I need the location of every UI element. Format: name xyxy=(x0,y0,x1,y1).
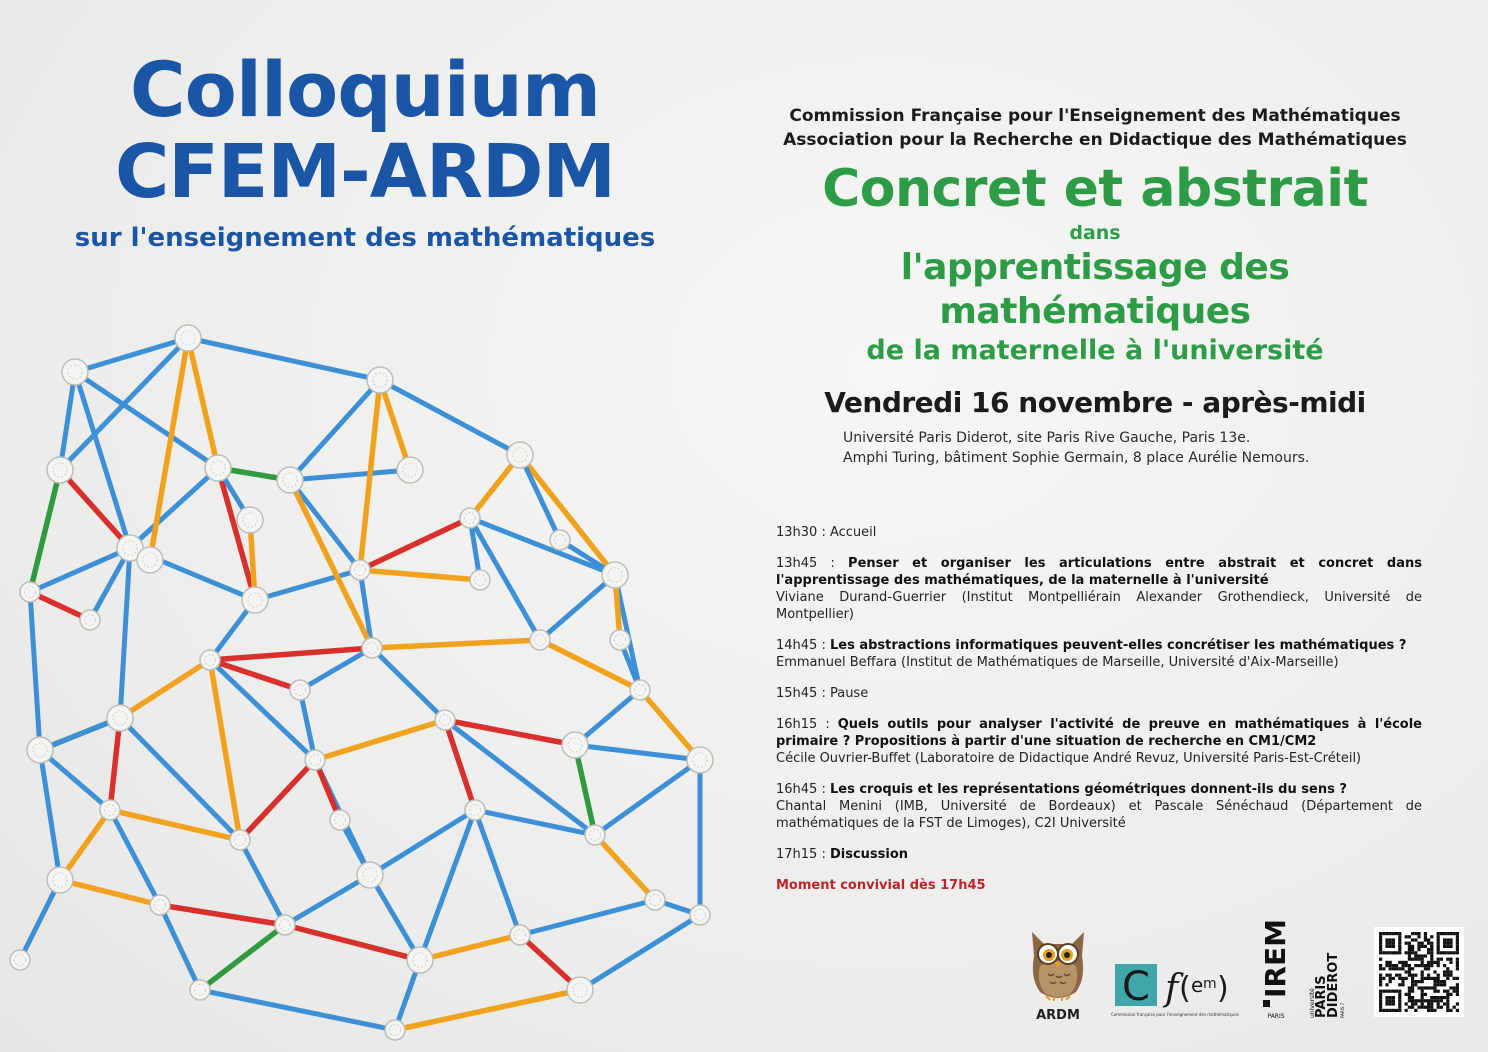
ardm-logo xyxy=(1022,926,1094,1026)
irem-mark-icon xyxy=(1260,916,1292,1020)
sculpture-node xyxy=(20,582,40,602)
venue-line: Amphi Turing, bâtiment Sophie Germain, 8 place Aurélie Nemours. xyxy=(843,450,1310,466)
program-speaker: Chantal Menini (IMB, Université de Bordeaux) et Pascale Sénéchaud (Département de mathématiques de la FST de Limoges), C2I Université xyxy=(776,799,1422,831)
sculpture-rod xyxy=(370,810,475,875)
paris-tiny-text: PARIS 7 xyxy=(1340,1002,1345,1018)
sculpture-node xyxy=(602,562,628,588)
sculpture-node xyxy=(507,442,533,468)
sculpture-node xyxy=(190,980,210,1000)
program-item xyxy=(776,524,1422,541)
program-time: 13h30 : xyxy=(776,525,830,540)
sculpture-node xyxy=(305,750,325,770)
program-item xyxy=(776,781,1422,832)
sculpture-node xyxy=(290,680,310,700)
sculpture-rod xyxy=(595,835,655,900)
sculpture-rod xyxy=(210,648,372,660)
program-item xyxy=(776,716,1422,767)
sculpture-rod xyxy=(372,640,540,648)
svg-text:f: f xyxy=(1165,968,1179,1009)
sculpture-rod xyxy=(540,575,615,640)
sculpture-node xyxy=(397,457,423,483)
sculpture-rod xyxy=(420,810,475,960)
program-items xyxy=(776,524,1422,863)
sculpture-node xyxy=(630,680,650,700)
qr-code-icon xyxy=(1374,927,1464,1017)
program-label: Pause xyxy=(829,686,869,701)
theme-line-4: de la maternelle à l'université xyxy=(866,335,1324,366)
program-time: 15h45 : xyxy=(776,686,830,701)
cfem-caption: Commission française pour l'enseignement des mathématiques xyxy=(1111,1012,1239,1017)
sculpture-node xyxy=(610,630,630,650)
sculpture-node xyxy=(150,895,170,915)
organizer-cfem: Commission Française pour l'Enseignement des Mathématiques xyxy=(789,106,1401,126)
program-title: Quels outils pour analyser l'activité de preuve en mathématiques à l'école primaire ? Propositions à partir d'une situation de recherche en CM1/CM2 xyxy=(776,717,1422,749)
program-title: Les abstractions informatiques peuvent-elles concrétiser les mathématiques ? xyxy=(829,638,1407,653)
sculpture-node xyxy=(585,825,605,845)
theme-title: Concret et abstrait xyxy=(822,159,1368,219)
svg-text:e: e xyxy=(1191,973,1204,997)
sculpture-rod xyxy=(200,990,395,1030)
polyhedron-sculpture-image xyxy=(0,300,730,1052)
program-time: 16h45 : xyxy=(776,782,830,797)
sculpture-node xyxy=(100,800,120,820)
sculpture-rod xyxy=(595,760,700,835)
sculpture-rod xyxy=(640,690,700,760)
paris-line2-text: DIDEROT xyxy=(1326,952,1341,1018)
program-item xyxy=(776,637,1422,671)
svg-text:C: C xyxy=(1122,964,1150,1010)
paris-diderot-logo xyxy=(1306,914,1346,1020)
sculpture-node xyxy=(460,508,480,528)
program-item xyxy=(776,685,1422,702)
event-venue xyxy=(843,428,1309,468)
program-time: 13h45 : xyxy=(776,556,849,571)
sculpture-node xyxy=(550,530,570,550)
sculpture-node xyxy=(237,507,263,533)
sculpture-rod xyxy=(75,372,130,548)
program-time: 17h15 : xyxy=(776,847,830,862)
sculpture-node xyxy=(562,732,588,758)
sculpture-rod xyxy=(110,810,160,905)
sculpture-rod xyxy=(285,875,370,925)
sculpture-node xyxy=(10,950,30,970)
convivial-note: Moment convivial dès 17h45 xyxy=(776,878,986,893)
sculpture-rod xyxy=(290,380,380,480)
event-date: Vendredi 16 novembre - après-midi xyxy=(824,386,1366,419)
sculpture-node xyxy=(530,630,550,650)
sculpture-node xyxy=(367,367,393,393)
sculpture-node xyxy=(465,800,485,820)
paris-line1-text: PARIS xyxy=(1314,975,1329,1018)
ardm-label: ARDM xyxy=(1036,1008,1080,1023)
sculpture-node xyxy=(137,547,163,573)
sculpture-rod xyxy=(30,592,40,750)
sculpture-rod xyxy=(575,745,700,760)
sculpture-rod xyxy=(240,840,285,925)
sculpture-node xyxy=(470,570,490,590)
sculpture-node xyxy=(275,915,295,935)
sculpture-node xyxy=(330,810,350,830)
program-list xyxy=(776,524,1422,894)
owl-icon xyxy=(1026,926,1090,1002)
program-title: Penser et organiser les articulations entre abstrait et concret dans l'apprentissage des mathématiques, de la maternelle à l'université xyxy=(776,556,1422,588)
sculpture-rod xyxy=(315,720,445,760)
program-time: 14h45 : xyxy=(776,638,830,653)
colloquium-title-block xyxy=(20,45,710,258)
program-title: Discussion xyxy=(829,847,909,862)
sculpture-rod xyxy=(130,468,218,548)
sculpture-rod xyxy=(580,915,700,990)
sculpture-rod xyxy=(160,905,285,925)
organizer-ardm: Association pour la Recherche en Didactique des Mathématiques xyxy=(783,130,1407,150)
sculpture-node xyxy=(242,587,268,613)
sculpture-node xyxy=(107,705,133,731)
irem-sub-text: PARIS xyxy=(1267,1013,1285,1020)
sculpture-node xyxy=(350,560,370,580)
theme-connector: dans xyxy=(1069,222,1121,244)
sculpture-rod xyxy=(475,810,520,935)
colloquium-title: Colloquium xyxy=(129,45,601,134)
sculpture-node xyxy=(645,890,665,910)
program-title: Les croquis et les représentations géométriques donnent-ils du sens ? xyxy=(829,782,1347,797)
sculpture-node xyxy=(27,737,53,763)
sculpture-rod xyxy=(240,760,315,840)
sculpture-rod xyxy=(120,548,130,718)
sculpture-rod xyxy=(60,880,160,905)
program-time: 16h15 : xyxy=(776,717,838,732)
theme-line-3: l'apprentissage des mathématiques xyxy=(900,247,1290,332)
program-speaker: Viviane Durand-Guerrier (Institut Montpelliérain Alexander Grothendieck, Université de Montpellier) xyxy=(776,590,1422,622)
sculpture-node xyxy=(690,905,710,925)
sculpture-rod xyxy=(188,338,380,380)
colloquium-name: CFEM-ARDM xyxy=(114,129,616,215)
sculpture-rod xyxy=(200,925,285,990)
program-speaker: Cécile Ouvrier-Buffet (Laboratoire de Didactique André Revuz, Université Paris-Est-Créteil) xyxy=(776,751,1362,766)
sculpture-rod xyxy=(120,660,210,718)
sculpture-node xyxy=(357,862,383,888)
sculpture-node xyxy=(385,1020,405,1040)
sculpture-node xyxy=(47,457,73,483)
sculpture-rod xyxy=(30,470,60,592)
sculpture-node xyxy=(230,830,250,850)
sculpture-node xyxy=(435,710,455,730)
sculpture-node xyxy=(407,947,433,973)
venue-line: Université Paris Diderot, site Paris Rive Gauche, Paris 13e. xyxy=(843,430,1251,446)
irem-text: IREM xyxy=(1260,919,1292,998)
svg-text:m: m xyxy=(1203,976,1217,992)
sculpture-node xyxy=(175,325,201,351)
sculpture-node xyxy=(205,455,231,481)
sculpture-rod xyxy=(110,718,120,810)
sculpture-rod xyxy=(160,905,200,990)
sculpture-rod xyxy=(520,900,655,935)
sculpture-node xyxy=(510,925,530,945)
sculpture-node xyxy=(80,610,100,630)
sculpture-rod xyxy=(420,935,520,960)
sculpture-node xyxy=(687,747,713,773)
sculpture-node xyxy=(362,638,382,658)
sculpture-rod xyxy=(372,648,445,720)
sculpture-rod xyxy=(110,810,240,840)
program-item xyxy=(776,846,1422,863)
paris-small-text: université xyxy=(1309,988,1316,1018)
program-speaker: Emmanuel Beffara (Institut de Mathématiques de Marseille, Université d'Aix-Marseille) xyxy=(776,655,1339,670)
sculpture-node xyxy=(62,359,88,385)
program-item xyxy=(776,555,1422,623)
colloquium-subtitle: sur l'enseignement des mathématiques xyxy=(74,223,656,253)
sculpture-node xyxy=(567,977,593,1003)
sculpture-node xyxy=(200,650,220,670)
sculpture-rod xyxy=(395,990,580,1030)
sculpture-rod xyxy=(290,470,410,480)
sculpture-rod xyxy=(360,518,470,570)
paris-diderot-mark-icon xyxy=(1306,914,1346,1020)
sculpture-node xyxy=(47,867,73,893)
sculpture-rod xyxy=(360,570,480,580)
event-header xyxy=(740,104,1450,368)
irem-logo xyxy=(1260,916,1292,1020)
svg-text:(: ( xyxy=(1179,971,1191,1006)
program-label: Accueil xyxy=(829,525,877,540)
svg-text:): ) xyxy=(1217,971,1229,1006)
sculpture-rod xyxy=(40,750,60,880)
sculpture-rod xyxy=(40,750,110,810)
sculpture-node xyxy=(277,467,303,493)
